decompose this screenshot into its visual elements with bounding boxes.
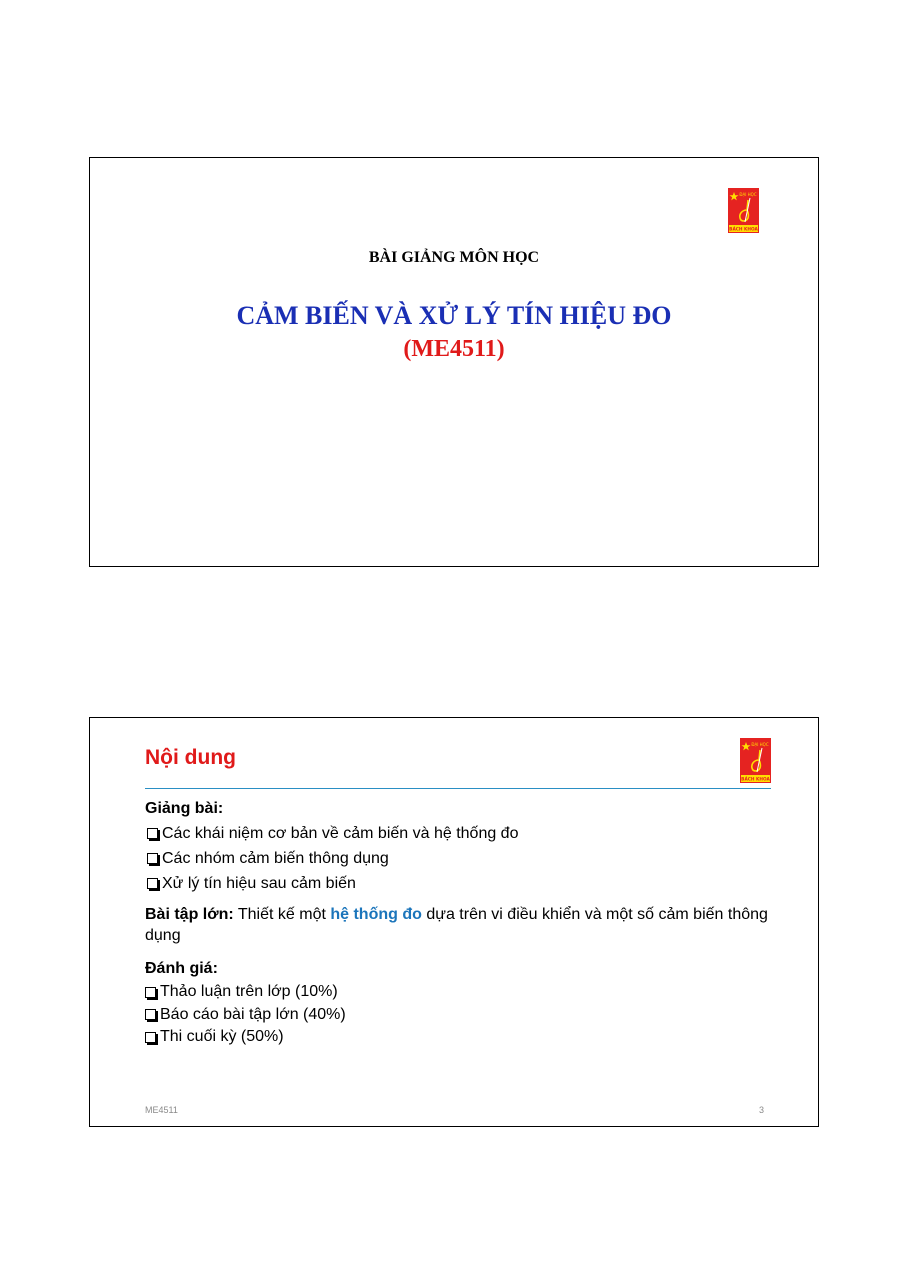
course-code: (ME4511) <box>403 336 505 362</box>
list-item <box>145 1004 775 1027</box>
list-item <box>145 821 775 846</box>
project-text-after: dựa trên vi điều khiển và một số cảm biến thông dụng <box>145 906 768 944</box>
slide-heading: Nội dung <box>145 746 236 769</box>
list-item <box>145 846 775 871</box>
list-item-text: Thảo luận trên lớp (10%) <box>160 983 338 1000</box>
logo-top-text: ĐẠI HỌC <box>739 192 757 197</box>
checkbox-square-icon <box>145 1009 156 1020</box>
university-logo-icon <box>740 738 771 783</box>
footer-course-code: ME4511 <box>145 1105 178 1115</box>
checkbox-square-icon <box>145 987 156 998</box>
slide-body <box>145 796 775 1049</box>
list-item-text: Các khái niệm cơ bản về cảm biến và hệ thống đo <box>162 825 519 842</box>
project-highlight: hệ thống đo <box>330 906 422 923</box>
lecture-section-title: Giảng bài: <box>145 800 224 817</box>
course-title: CẢM BIẾN VÀ XỬ LÝ TÍN HIỆU ĐO <box>236 301 672 330</box>
list-item-text: Thi cuối kỳ (50%) <box>160 1028 284 1045</box>
checkbox-square-icon <box>147 853 158 864</box>
evaluation-section-title: Đánh giá: <box>145 960 218 977</box>
logo-bottom-text: BÁCH KHOA <box>729 227 758 233</box>
project-text-before: Thiết kế một <box>233 906 331 923</box>
footer-page-number: 3 <box>758 1105 764 1115</box>
content-slide <box>89 717 819 1127</box>
checkbox-square-icon <box>145 1032 156 1043</box>
list-item <box>145 871 775 896</box>
list-item <box>145 1026 775 1049</box>
logo-top-text: ĐẠI HỌC <box>751 742 769 747</box>
checkbox-square-icon <box>147 878 158 889</box>
university-logo-icon <box>728 188 759 233</box>
lecture-list <box>145 821 775 896</box>
logo-bottom-text: BÁCH KHOA <box>741 777 770 783</box>
lecture-label: BÀI GIẢNG MÔN HỌC <box>368 249 540 266</box>
evaluation-list <box>145 981 775 1049</box>
checkbox-square-icon <box>147 828 158 839</box>
title-slide <box>89 157 819 567</box>
list-item-text: Các nhóm cảm biến thông dụng <box>162 850 389 867</box>
project-paragraph <box>145 904 775 946</box>
list-item <box>145 981 775 1004</box>
list-item-text: Xử lý tín hiệu sau cảm biến <box>162 875 356 892</box>
heading-divider <box>145 788 771 789</box>
list-item-text: Báo cáo bài tập lớn (40%) <box>160 1005 346 1023</box>
project-label: Bài tập lớn: <box>145 906 234 923</box>
